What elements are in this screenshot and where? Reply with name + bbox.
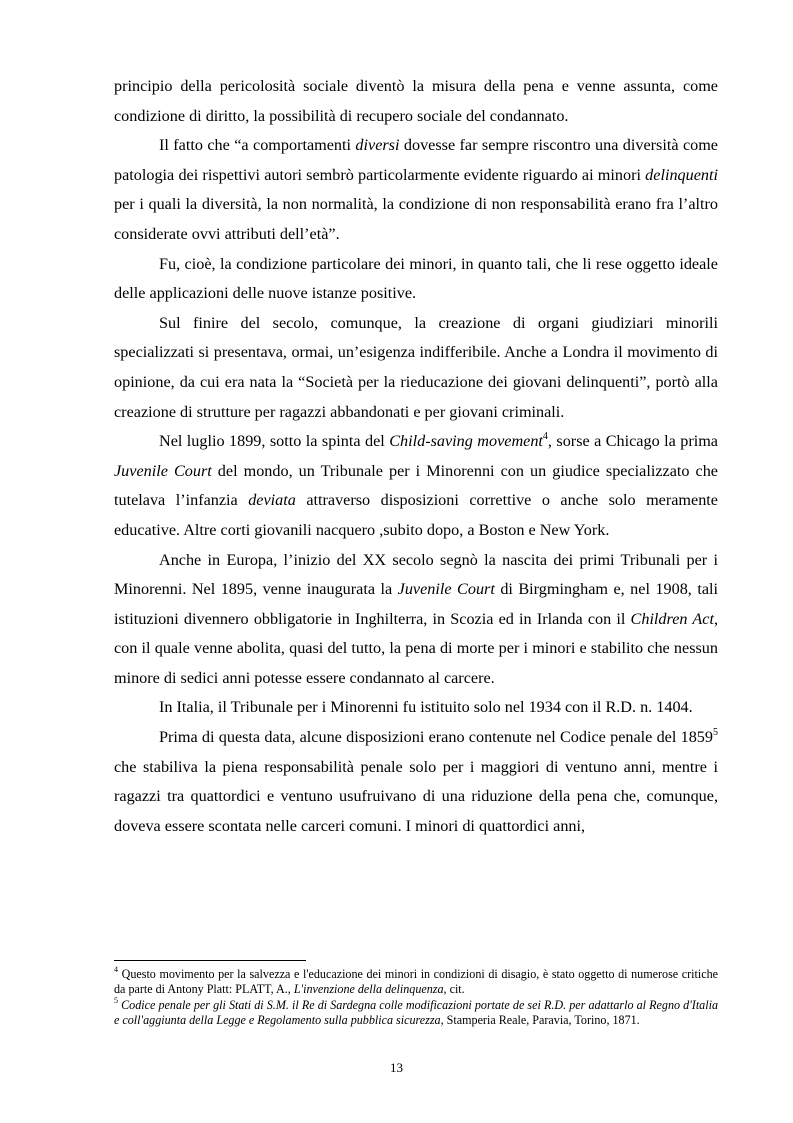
paragraph-2 — [114, 131, 718, 249]
paragraph-6 — [114, 546, 718, 694]
paragraph-2-text-a: Il fatto che “a comportamenti — [159, 136, 356, 155]
paragraph-8-text-a: Prima di questa data, alcune disposizioni erano contenute nel Codice penale del 1859 — [159, 728, 713, 747]
paragraph-5-italic-1: Child-saving movement — [389, 432, 543, 451]
footnote-4-number: 4 — [114, 964, 118, 974]
paragraph-5 — [114, 427, 718, 545]
paragraph-2-italic-2: delinquenti — [645, 165, 718, 184]
paragraph-6-text-c: , con il quale venne abolita, quasi del tutto, la pena di morte per i minori e stabilito che nessun minore di sedici anni potesse essere condannato al carcere. — [114, 609, 719, 687]
paragraph-4-text: Sul finire del secolo, comunque, la creazione di organi giudiziari minorili specializzati si presentava, ormai, un’esigenza indifferibile. Anche a Londra il movimento di opinione, da cui era nata la “Società per la rieducazione dei giovani delinquenti”, portò alla creazione di strutture per ragazzi abbandonati e per giovani criminali. — [114, 313, 718, 421]
footnote-separator — [114, 960, 306, 961]
paragraph-7-text: In Italia, il Tribunale per i Minorenni fu istituito solo nel 1934 con il R.D. n. 1404. — [159, 698, 693, 717]
footnote-5-number: 5 — [114, 995, 118, 1005]
footnote-5-text-b: , Stamperia Reale, Paravia, Torino, 1871. — [440, 1013, 640, 1028]
document-body — [114, 72, 718, 841]
paragraph-2-text-c: per i quali la diversità, la non normalità, la condizione di non responsabilità erano fra l’altro considerate ovvi attributi dell’età”. — [114, 195, 718, 243]
paragraph-5-italic-3: deviata — [248, 491, 296, 510]
paragraph-8 — [114, 723, 718, 841]
paragraph-5-text-d: attraverso disposizioni correttive o anche solo meramente educative. Altre corti giovanili nacquero ,subito dopo, a Boston e New York. — [114, 491, 718, 539]
paragraph-3 — [114, 250, 718, 309]
paragraph-5-text-c: del mondo, un Tribunale per i Minorenni con un giudice specializzato che tutelava l’infanzia — [114, 461, 718, 510]
paragraph-2-text-b: dovesse far sempre riscontro una diversità come patologia dei rispettivi autori sembrò particolarmente evidente riguardo ai minori — [114, 136, 718, 184]
page-number: 13 — [390, 1060, 403, 1075]
paragraph-7 — [114, 693, 718, 723]
paragraph-1-text: principio della pericolosità sociale diventò la misura della pena e venne assunta, come condizione di diritto, la possibilità di recupero sociale del condannato. — [114, 77, 718, 125]
footnotes — [114, 964, 718, 1029]
paragraph-3-text: Fu, cioè, la condizione particolare dei minori, in quanto tali, che li rese oggetto ideale delle applicazioni delle nuove istanze positive. — [114, 254, 718, 303]
paragraph-4 — [114, 309, 718, 427]
footnote-5-italic: Codice penale per gli Stati di S.M. il Re di Sardegna colle modificazioni portate de sei R.D. per adattarlo al Regno d'Italia e coll'aggiunta della Legge e Regolamento sulla pubblica sicurezza — [114, 997, 718, 1028]
footnote-ref-4[interactable]: 4 — [542, 430, 548, 442]
paragraph-6-italic-1: Juvenile Court — [397, 580, 495, 599]
paragraph-5-text-b: , sorse a Chicago la prima — [547, 432, 718, 451]
paragraph-6-text-a: Anche in Europa, l’inizio del XX secolo segnò la nascita dei primi Tribunali per i Minorenni. Nel 1895, venne inaugurata la — [114, 550, 718, 599]
paragraph-1 — [114, 72, 718, 131]
paragraph-2-italic-1: diversi — [355, 136, 400, 155]
paragraph-5-italic-2: Juvenile Court — [114, 461, 212, 480]
footnote-5 — [114, 995, 718, 1029]
paragraph-5-text-a: Nel luglio 1899, sotto la spinta del — [159, 432, 390, 451]
footnote-4-text-b: , cit. — [443, 982, 465, 997]
footnote-4-text-a: Questo movimento per la salvezza e l'educazione dei minori in condizioni di disagio, è stato oggetto di numerose critiche da parte di Antony Platt: PLATT, A., — [114, 967, 718, 997]
footnote-4 — [114, 964, 718, 998]
paragraph-6-text-b: di Birgmingham e, nel 1908, tali istituzioni divennero obbligatorie in Inghilterra, in Scozia ed in Irlanda con il — [114, 580, 719, 628]
paragraph-8-text-b: che stabiliva la piena responsabilità penale solo per i maggiori di ventuno anni, mentre i ragazzi tra quattordici e ventuno usufruivano di una riduzione della pena che, comunque, doveva essere scontata nelle carceri comuni. I minori di quattordici anni, — [114, 757, 718, 835]
footnote-ref-5[interactable]: 5 — [713, 726, 718, 738]
footnote-4-italic: L'invenzione della delinquenza — [293, 982, 444, 997]
paragraph-6-italic-2: Children Act — [630, 609, 714, 628]
